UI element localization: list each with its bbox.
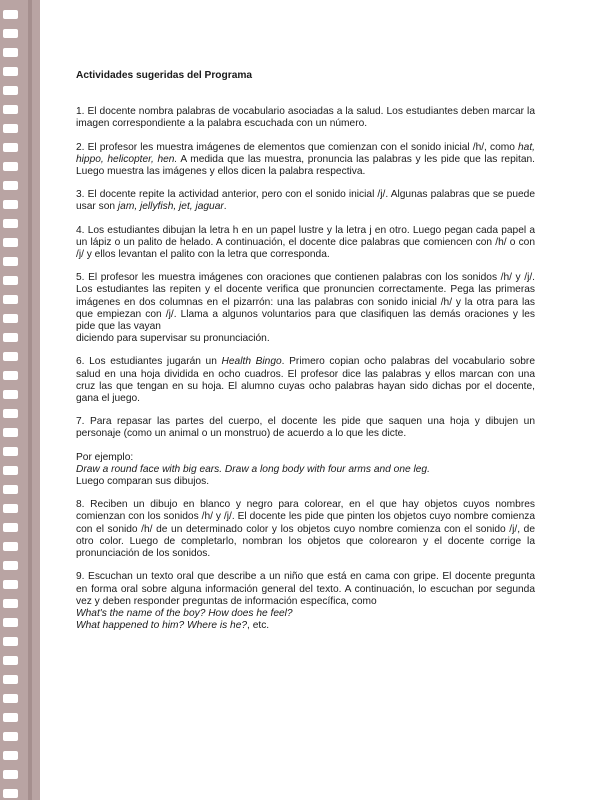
document-page bbox=[76, 70, 535, 643]
activity-3: 3. El docente repite la actividad anterior, pero con el sonido inicial /j/. Algunas palabras que se puede usar son jam, jellyfish, jet, jaguar. bbox=[76, 189, 535, 213]
binding-hole bbox=[3, 276, 18, 285]
binding-hole bbox=[3, 238, 18, 247]
activity-7-example: Por ejemplo: Draw a round face with big ears. Draw a long body with four arms and one leg. Luego comparan sus dibujos. bbox=[76, 451, 430, 488]
binding-hole bbox=[3, 675, 18, 684]
binding-hole bbox=[3, 29, 18, 38]
binding-hole bbox=[3, 67, 18, 76]
binding-hole bbox=[3, 48, 18, 57]
binding-hole bbox=[3, 200, 18, 209]
binding-hole bbox=[3, 523, 18, 532]
binding-hole bbox=[3, 371, 18, 380]
binding-hole bbox=[3, 352, 18, 361]
binding-hole bbox=[3, 618, 18, 627]
binding-hole bbox=[3, 656, 18, 665]
binding-hole bbox=[3, 409, 18, 418]
binding-hole bbox=[3, 143, 18, 152]
binding-hole bbox=[3, 713, 18, 722]
binding-hole bbox=[3, 257, 18, 266]
binding-hole bbox=[3, 542, 18, 551]
binding-hole bbox=[3, 732, 18, 741]
binding-hole bbox=[3, 770, 18, 779]
binding-hole bbox=[3, 504, 18, 513]
binding-hole bbox=[3, 124, 18, 133]
document-title: Actividades sugeridas del Programa bbox=[76, 70, 253, 81]
binding-hole bbox=[3, 694, 18, 703]
binding-hole bbox=[3, 390, 18, 399]
binding-hole bbox=[3, 295, 18, 304]
binding-hole bbox=[3, 333, 18, 342]
binding-hole bbox=[3, 599, 18, 608]
spiral-binding bbox=[0, 0, 40, 800]
binding-hole bbox=[3, 485, 18, 494]
binding-hole bbox=[3, 751, 18, 760]
binding-hole bbox=[3, 466, 18, 475]
activity-1: 1. El docente nombra palabras de vocabulario asociadas a la salud. Los estudiantes deben marcar la imagen correspondiente a la palabra escuchada con un número. bbox=[76, 106, 535, 130]
activity-5: 5. El profesor les muestra imágenes con oraciones que contienen palabras con los sonidos /h/ y /j/. Los estudiantes las repiten y el docente verifica que pronuncien correctamente. Pega las primeras imágenes en dos columnas en el pizarrón: una las palabras con sonido inicial /h/ y la otra para las que empiezan con /j/. Llama a algunos voluntarios para que clasifiquen las demás oraciones y les pide que las vayan diciendo para supervisar su pronunciación. bbox=[76, 272, 535, 345]
binding-hole bbox=[3, 181, 18, 190]
binding-hole bbox=[3, 105, 18, 114]
binding-hole bbox=[3, 580, 18, 589]
binding-hole bbox=[3, 447, 18, 456]
binding-hole bbox=[3, 637, 18, 646]
binding-hole bbox=[3, 162, 18, 171]
activity-6: 6. Los estudiantes jugarán un Health Bingo. Primero copian ocho palabras del vocabulario sobre salud en una hoja dividida en ocho cuadros. El profesor dice las palabras y ellos marcan con una cruz las que tengan en su hoja. El alumno cuyas ocho palabras hayan sido dichas por el docente, gana el juego. bbox=[76, 356, 535, 405]
activity-2: 2. El profesor les muestra imágenes de elementos que comienzan con el sonido inicial /h/, como hat, hippo, helicopter, hen. A medida que las muestra, pronuncia las palabras y les pide que las repitan. Luego muestra las imágenes y ellos dicen la palabra respectiva. bbox=[76, 141, 535, 178]
activity-8: 8. Reciben un dibujo en blanco y negro para colorear, en el que hay objetos cuyos nombres comienzan con los sonidos /h/ y /j/. El docente les pide que pinten los objetos cuyo nombre comienza con el sonido /h/ de un determinado color y los objetos cuyo nombre comienza con el sonido /j/, de otro color. Luego de completarlo, nombran los objetos que colorearon y el docente corrige la pronunciación de los sonidos. bbox=[76, 499, 535, 560]
binding-hole bbox=[3, 561, 18, 570]
binding-hole bbox=[3, 789, 18, 798]
activity-4: 4. Los estudiantes dibujan la letra h en un papel lustre y la letra j en otro. Luego pegan cada papel a un lápiz o un palito de helado. A continuación, el docente dice palabras que comiencen con /h/ o con /j/ y ellos levantan el palito con la letra que corresponda. bbox=[76, 224, 535, 261]
activity-7: 7. Para repasar las partes del cuerpo, el docente les pide que saquen una hoja y dibujen un personaje (como un animal o un monstruo) de acuerdo a lo que les dicte. bbox=[76, 416, 535, 440]
binding-hole bbox=[3, 428, 18, 437]
binding-hole bbox=[3, 10, 18, 19]
binding-hole bbox=[3, 219, 18, 228]
binding-hole bbox=[3, 314, 18, 323]
binding-hole bbox=[3, 86, 18, 95]
binding-spine bbox=[28, 0, 32, 800]
activity-9: 9. Escuchan un texto oral que describe a un niño que está en cama con gripe. El docente pregunta en forma oral sobre alguna información general del texto. A continuación, lo escuchan por segunda vez y deben responder preguntas de información específica, como What's the name of the boy? How does he feel? What happened to him? Where is he?, etc. bbox=[76, 571, 535, 632]
